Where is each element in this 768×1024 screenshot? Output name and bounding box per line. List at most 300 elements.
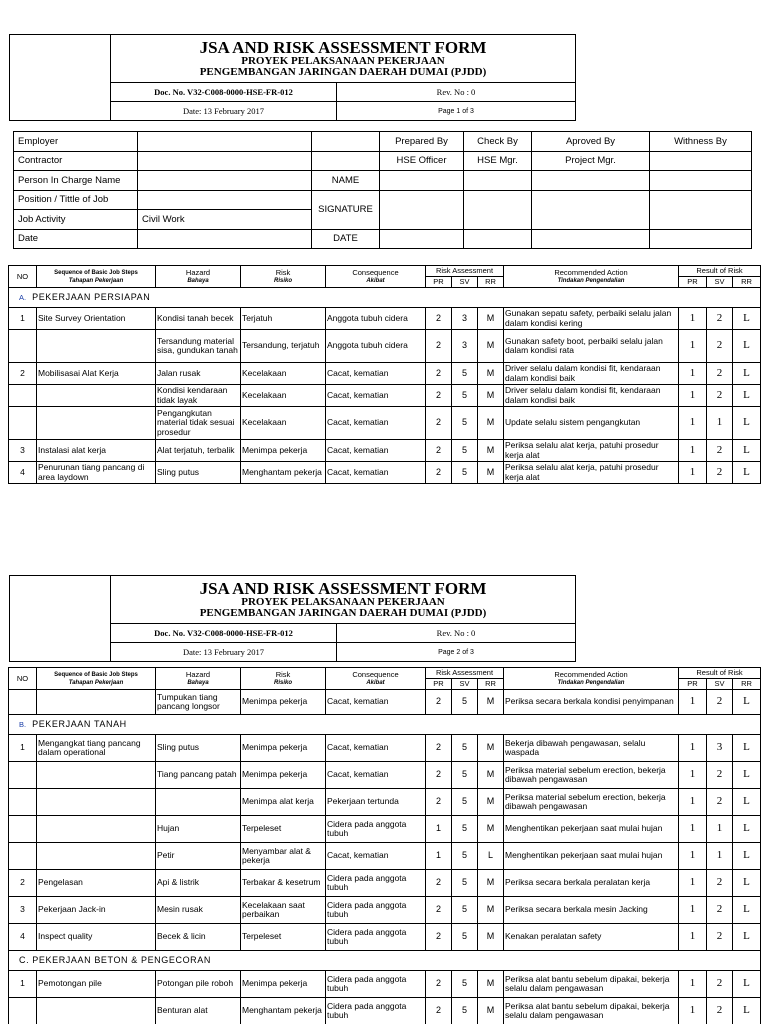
result-pr: 1 [679,971,707,998]
risk-pr: 2 [426,440,452,462]
risk-pr: 2 [426,924,452,951]
contractor-label: Contractor [14,151,138,171]
result-pr: 1 [679,385,707,407]
risk: Menimpa pekerja [241,762,326,789]
col-risk-assessment: Risk Assessment [426,668,504,679]
logo-cell [10,576,111,662]
risk: Menimpa alat kerja [241,789,326,816]
recommended-action: Kenakan peralatan safety [504,924,679,951]
risk-sv: 5 [452,690,478,715]
row-number: 3 [9,440,37,462]
rev-number: Rev. No : 0 [337,83,576,102]
result-sv: 2 [707,924,733,951]
doc-date: Date: 13 February 2017 [111,643,337,662]
row-number [9,843,37,870]
prepared-by-role: HSE Officer [380,151,464,171]
job-step [37,843,156,870]
project-line-2: PENGEMBANGAN JARINGAN DAERAH DUMAI (PJDD) [199,607,487,619]
consequence: Cidera pada anggota tubuh [326,897,426,924]
risk: Menyambar alat & pekerja [241,843,326,870]
col-rr: RR [478,277,504,288]
risk-rr: M [478,440,504,462]
col-result-pr: PR [679,679,707,690]
risk-pr: 2 [426,789,452,816]
project-line-1: PROYEK PELAKSANAAN PEKERJAAN [241,55,445,67]
risk-sv: 3 [452,308,478,330]
job-step [37,762,156,789]
signature-label: SIGNATURE [312,190,380,229]
col-risk-assessment: Risk Assessment [426,266,504,277]
job-step [37,407,156,440]
risk-rr: M [478,789,504,816]
risk-sv: 3 [452,330,478,363]
risk-rr: M [478,735,504,762]
table-row [9,308,761,330]
risk-pr: 2 [426,735,452,762]
result-pr: 1 [679,462,707,484]
result-rr: L [733,971,761,998]
recommended-action: Periksa secara berkala kondisi penyimpanan [504,690,679,715]
col-result-rr: RR [733,679,761,690]
result-rr: L [733,843,761,870]
person-in-charge-value [138,171,312,191]
risk: Kecelakaan [241,385,326,407]
consequence: Cacat, kematian [326,735,426,762]
consequence: Anggota tubuh cidera [326,330,426,363]
result-pr: 1 [679,308,707,330]
job-step [37,998,156,1024]
result-sv: 2 [707,308,733,330]
page-2-carry-rows [9,690,761,715]
col-action: Recommended Action Tindakan Pengendalian [504,668,679,690]
col-consequence: Consequence Akibat [326,668,426,690]
risk-table-page-2 [8,667,761,1024]
result-sv: 2 [707,762,733,789]
consequence: Cidera pada anggota tubuh [326,998,426,1024]
recommended-action: Gunakan safety boot, perbaiki selalu jalan dalam kondisi rata [504,330,679,363]
risk-pr: 2 [426,407,452,440]
result-sv: 2 [707,789,733,816]
job-step: Mengangkat tiang pancang dalam operational [37,735,156,762]
job-step [37,385,156,407]
result-sv: 2 [707,998,733,1024]
risk: Terpeleset [241,924,326,951]
hazard: Kondisi tanah becek [156,308,241,330]
table-header [9,266,761,288]
result-pr: 1 [679,363,707,385]
table-header [9,668,761,690]
risk-sv: 5 [452,462,478,484]
consequence: Cidera pada anggota tubuh [326,816,426,843]
risk-rr: M [478,897,504,924]
table-row [9,924,761,951]
logo-cell [10,35,111,121]
result-rr: L [733,870,761,897]
risk: Kecelakaan [241,407,326,440]
risk-sv: 5 [452,870,478,897]
result-sv: 2 [707,363,733,385]
risk: Menghantam pekerja [241,998,326,1024]
recommended-action: Gunakan sepatu safety, perbaiki selalu jalan dalam kondisi kering [504,308,679,330]
approved-by-label: Aproved By [532,132,650,152]
risk: Tersandung, terjatuh [241,330,326,363]
risk-rr: M [478,462,504,484]
risk-sv: 5 [452,762,478,789]
risk-pr: 2 [426,870,452,897]
project-line-2: PENGEMBANGAN JARINGAN DAERAH DUMAI (PJDD) [199,66,487,78]
col-sv: SV [452,679,478,690]
section-c-title: C. PEKERJAAN BETON & PENGECORAN [9,951,761,971]
table-row [9,735,761,762]
section-b-rows [9,735,761,951]
risk-sv: 5 [452,843,478,870]
job-step [37,330,156,363]
job-step [37,690,156,715]
table-row [9,870,761,897]
col-hazard: Hazard Bahaya [156,266,241,288]
col-no: NO [9,668,37,690]
table-row [9,462,761,484]
result-sv: 2 [707,690,733,715]
risk-sv: 5 [452,998,478,1024]
consequence: Cidera pada anggota tubuh [326,870,426,897]
hazard: Api & listrik [156,870,241,897]
row-number [9,789,37,816]
employer-label: Employer [14,132,138,152]
job-step: Pengelasan [37,870,156,897]
row-number [9,330,37,363]
risk-sv: 5 [452,816,478,843]
col-no: NO [9,266,37,288]
hazard: Tersandung material sisa, gundukan tanah [156,330,241,363]
table-row [9,971,761,998]
doc-number: Doc. No. V32-C008-0000-HSE-FR-012 [111,624,337,643]
risk-sv: 5 [452,363,478,385]
table-row [9,816,761,843]
result-sv: 2 [707,870,733,897]
result-sv: 1 [707,407,733,440]
row-number [9,385,37,407]
consequence: Cacat, kematian [326,363,426,385]
job-step [37,816,156,843]
col-action: Recommended Action Tindakan Pengendalian [504,266,679,288]
hazard: Mesin rusak [156,897,241,924]
result-rr: L [733,308,761,330]
risk-sv: 5 [452,385,478,407]
risk: Kecelakaan [241,363,326,385]
section-a [9,288,761,308]
risk-rr: M [478,762,504,789]
form-title-block [111,576,576,624]
hazard: Sling putus [156,462,241,484]
risk: Menimpa pekerja [241,440,326,462]
risk-pr: 2 [426,971,452,998]
result-pr: 1 [679,870,707,897]
section-b-title: B. PEKERJAAN TANAH [9,715,761,735]
consequence: Cacat, kematian [326,440,426,462]
job-step [37,789,156,816]
risk-table-page-1 [8,265,761,484]
form-title-block [111,35,576,83]
result-sv: 2 [707,440,733,462]
risk-rr: M [478,816,504,843]
page-1-rows [9,308,761,484]
recommended-action: Periksa secara berkala mesin Jacking [504,897,679,924]
risk: Menimpa pekerja [241,735,326,762]
risk: Kecelakaan saat perbaikan [241,897,326,924]
col-risk: Risk Risiko [241,668,326,690]
recommended-action: Menghentikan pekerjaan saat mulai hujan [504,843,679,870]
result-sv: 2 [707,971,733,998]
result-rr: L [733,897,761,924]
hazard: Benturan alat [156,998,241,1024]
form-header-page-1 [9,34,576,121]
hazard: Potongan pile roboh [156,971,241,998]
table-row [9,897,761,924]
check-by-role: HSE Mgr. [464,151,532,171]
risk-rr: M [478,870,504,897]
col-sv: SV [452,277,478,288]
recommended-action: Periksa alat bantu sebelum dipakai, bekerja selalu dalam pengawasan [504,971,679,998]
risk-pr: 2 [426,998,452,1024]
job-step: Penurunan tiang pancang di area laydown [37,462,156,484]
table-row [9,762,761,789]
person-in-charge-label: Person In Charge Name [14,171,138,191]
row-number: 1 [9,735,37,762]
col-consequence: Consequence Akibat [326,266,426,288]
hazard: Kondisi kendaraan tidak layak [156,385,241,407]
risk-pr: 2 [426,330,452,363]
risk-rr: M [478,385,504,407]
risk-rr: M [478,407,504,440]
job-step: Pekerjaan Jack-in [37,897,156,924]
risk-sv: 5 [452,735,478,762]
row-number [9,816,37,843]
row-number [9,690,37,715]
consequence: Cacat, kematian [326,385,426,407]
result-rr: L [733,690,761,715]
risk-pr: 2 [426,363,452,385]
hazard: Tiang pancang patah [156,762,241,789]
result-rr: L [733,924,761,951]
prepared-by-label: Prepared By [380,132,464,152]
table-row [9,330,761,363]
risk-pr: 2 [426,762,452,789]
job-info-table [13,131,752,249]
col-pr: PR [426,679,452,690]
table-row [9,385,761,407]
result-rr: L [733,998,761,1024]
col-result: Result of Risk [679,668,761,679]
hazard: Alat terjatuh, terbalik [156,440,241,462]
result-pr: 1 [679,330,707,363]
hazard: Pengangkutan material tidak sesuai prosedur [156,407,241,440]
section-b [9,715,761,735]
job-step: Pemotongan pile [37,971,156,998]
result-pr: 1 [679,735,707,762]
row-number: 1 [9,308,37,330]
result-rr: L [733,816,761,843]
risk: Menimpa pekerja [241,971,326,998]
col-result-sv: SV [707,679,733,690]
result-pr: 1 [679,998,707,1024]
job-step: Site Survey Orientation [37,308,156,330]
result-rr: L [733,789,761,816]
job-activity-label: Job Activity [14,210,138,230]
result-rr: L [733,330,761,363]
hazard: Becek & licin [156,924,241,951]
job-step: Inspect quality [37,924,156,951]
section-c [9,951,761,971]
recommended-action: Periksa alat bantu sebelum dipakai, bekerja selalu dalam pengawasan [504,998,679,1024]
risk-sv: 5 [452,407,478,440]
risk: Terpeleset [241,816,326,843]
result-rr: L [733,440,761,462]
result-pr: 1 [679,843,707,870]
date-label: Date [14,229,138,249]
position-label: Position / Tittle of Job [14,190,138,210]
check-by-label: Check By [464,132,532,152]
consequence: Cacat, kematian [326,462,426,484]
risk: Terjatuh [241,308,326,330]
hazard: Jalan rusak [156,363,241,385]
col-result-pr: PR [679,277,707,288]
job-activity-value: Civil Work [138,210,312,230]
recommended-action: Driver selalu dalam kondisi fit, kendaraan dalam kondisi baik [504,363,679,385]
risk-pr: 2 [426,308,452,330]
hazard: Tumpukan tiang pancang longsor [156,690,241,715]
table-row [9,998,761,1024]
form-title: JSA AND RISK ASSESSMENT FORM [199,38,487,57]
risk-rr: M [478,971,504,998]
employer-value [138,132,312,152]
result-pr: 1 [679,762,707,789]
risk: Terbakar & kesetrum [241,870,326,897]
row-number [9,998,37,1024]
hazard: Petir [156,843,241,870]
section-a-title: A. PEKERJAAN PERSIAPAN [9,288,761,308]
consequence: Cacat, kematian [326,690,426,715]
recommended-action: Periksa material sebelum erection, bekerja dibawah pengawasan [504,762,679,789]
row-number: 4 [9,462,37,484]
result-rr: L [733,462,761,484]
section-c-rows [9,971,761,1024]
risk-rr: M [478,330,504,363]
table-row [9,440,761,462]
project-line-1: PROYEK PELAKSANAAN PEKERJAAN [241,596,445,608]
risk-rr: M [478,363,504,385]
recommended-action: Bekerja dibawah pengawasan, selalu waspada [504,735,679,762]
table-row [9,363,761,385]
result-sv: 2 [707,330,733,363]
col-result: Result of Risk [679,266,761,277]
rev-number: Rev. No : 0 [337,624,576,643]
contractor-value [138,151,312,171]
risk-rr: M [478,690,504,715]
result-pr: 1 [679,789,707,816]
job-step: Mobilisasai Alat Kerja [37,363,156,385]
row-number: 2 [9,870,37,897]
result-rr: L [733,363,761,385]
row-number: 4 [9,924,37,951]
row-number [9,762,37,789]
recommended-action: Periksa selalu alat kerja, patuhi prosedur kerja alat [504,440,679,462]
risk-pr: 1 [426,843,452,870]
hazard: Sling putus [156,735,241,762]
date-sign-label: DATE [312,229,380,249]
consequence: Cidera pada anggota tubuh [326,924,426,951]
risk-sv: 5 [452,897,478,924]
result-sv: 2 [707,897,733,924]
result-sv: 1 [707,816,733,843]
result-sv: 2 [707,462,733,484]
risk-pr: 2 [426,897,452,924]
recommended-action: Driver selalu dalam kondisi fit, kendaraan dalam kondisi baik [504,385,679,407]
position-value [138,190,312,210]
result-pr: 1 [679,690,707,715]
hazard [156,789,241,816]
risk-sv: 5 [452,440,478,462]
table-row [9,843,761,870]
result-rr: L [733,762,761,789]
row-number: 2 [9,363,37,385]
result-pr: 1 [679,897,707,924]
row-number: 3 [9,897,37,924]
risk-rr: M [478,924,504,951]
consequence: Cidera pada anggota tubuh [326,971,426,998]
result-rr: L [733,385,761,407]
table-row [9,789,761,816]
doc-date: Date: 13 February 2017 [111,102,337,121]
result-rr: L [733,735,761,762]
recommended-action: Periksa selalu alat kerja, patuhi prosedur kerja alat [504,462,679,484]
result-pr: 1 [679,816,707,843]
col-step: Sequence of Basic Job Steps Tahapan Pekerjaan [37,668,156,690]
form-title: JSA AND RISK ASSESSMENT FORM [199,579,487,598]
risk-pr: 2 [426,690,452,715]
table-row [9,407,761,440]
risk-rr: M [478,998,504,1024]
hazard: Hujan [156,816,241,843]
recommended-action: Periksa material sebelum erection, bekerja dibawah pengawasan [504,789,679,816]
doc-number: Doc. No. V32-C008-0000-HSE-FR-012 [111,83,337,102]
job-step: Instalasi alat kerja [37,440,156,462]
risk-pr: 1 [426,816,452,843]
consequence: Cacat, kematian [326,843,426,870]
consequence: Anggota tubuh cidera [326,308,426,330]
consequence: Cacat, kematian [326,762,426,789]
page-number: Page 2 of 3 [337,643,576,662]
result-rr: L [733,407,761,440]
col-risk: Risk Risiko [241,266,326,288]
col-result-sv: SV [707,277,733,288]
risk-sv: 5 [452,971,478,998]
result-pr: 1 [679,407,707,440]
form-header-page-2 [9,575,576,662]
risk-pr: 2 [426,462,452,484]
result-sv: 3 [707,735,733,762]
risk: Menimpa pekerja [241,690,326,715]
col-rr: RR [478,679,504,690]
consequence: Pekerjaan tertunda [326,789,426,816]
row-number [9,407,37,440]
recommended-action: Update selalu sistem pengangkutan [504,407,679,440]
row-number: 1 [9,971,37,998]
witness-by-role [650,151,752,171]
recommended-action: Periksa secara berkala peralatan kerja [504,870,679,897]
result-pr: 1 [679,440,707,462]
date-value [138,229,312,249]
